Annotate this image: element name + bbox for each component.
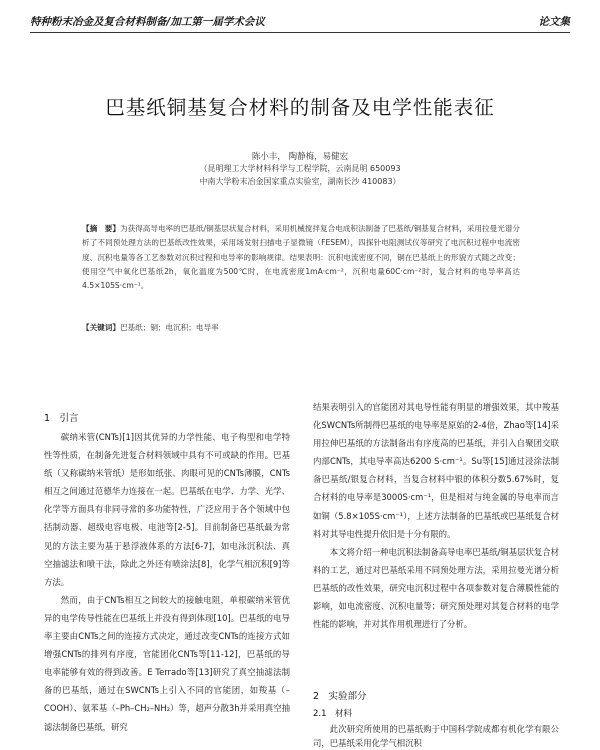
paragraph: 本文将介绍一种电沉积法制备高导电率巴基纸/铜基层状复合材料的工艺，通过对巴基纸采用不同预处理方法，采用拉曼光谱分析巴基纸的改性效果，研究电沉积过程中各项参数对复合薄膜性能的影响，如电流密度、沉积电量等；研究预处理对其复合材料的电学性能的影响，并对其作用机理进行了分析。 <box>313 546 559 630</box>
left-column <box>44 428 290 736</box>
right-column <box>313 398 559 633</box>
keywords-label: 【关键词】 <box>82 323 120 332</box>
paragraph: 碳纳米管(CNTs)[1]因其优异的力学性能、电子构型和电学特性等性质，在制备先进复合材料领域中具有不可或缺的作用。巴基纸（又称碳纳米管纸）是形如纸张、肉眼可见的CNTs薄膜，CNTs相互之间通过范德华力连接在一起。巴基纸在电学、力学、光学、化学等方面具有非同寻常的多功能特性，广泛应用于各个领域中包括制动器、超级电容电极、电池等[2-5]。目前制备巴基纸最为常见的方法主要为基于悬浮液体系的方法[6-7]，如电泳沉积法、真空抽滤法和喷干法，除此之外还有喷涂法[8]，化学气相沉积[9]等方法。 <box>44 432 290 587</box>
affiliation-1: （昆明理工大学材料科学与工程学院，云南昆明 650093 <box>199 164 401 173</box>
keywords-text: 巴基纸；铜；电沉积；电导率 <box>119 323 219 332</box>
running-header <box>30 10 570 33</box>
keywords <box>82 322 520 333</box>
paragraph: 结果表明引入的官能团对其电导性能有明显的增强效果，其中羧基化SWCNTs所制得巴基纸的电导率是原始的2-4倍，Zhao等[14]采用拉伸巴基纸的方法制备出有序度高的巴基纸，并引入自聚团交联内部CNTs，其电导率高达6200 S·cm⁻¹。Su等[15]通过浸涂法制备巴基纸/银复合材料，当复合材料中银的体积分数5.67%时，复合材料的电导率是3000S·cm⁻¹，但是相对与纯金属的导电率而言如铜（5.8×105S·cm⁻¹），上述方法制备的巴基纸或巴基纸复合材料对其导电性提升依旧是十分有限的。 <box>313 402 559 539</box>
section-intro-heading: 1 引言 <box>44 413 79 424</box>
header-section: 论文集 <box>538 16 570 28</box>
paragraph: 然而，由于CNTs相互之间较大的接触电阻，单根碳纳米管优异的电学传导性能在巴基纸上并没有得到体现[10]。巴基纸的电导率主要由CNTs之间的连接方式决定，通过改变CNTs的连接方式如增强CNTs的排列有序度，官能团化CNTs等[11-12]，巴基纸的导电率能够有效的得到改善。E Terrado等[13]研究了真空抽滤法制备的巴基纸，通过在SWCNTs上引入不同的官能团，如羧基（–COOH）、氨苯基（–Ph–CH₂–NH₂）等，超声分散3h并采用真空抽滤法制备巴基纸，研究 <box>44 594 290 732</box>
paper-title: 巴基纸铜基复合材料的制备及电学性能表征 <box>105 96 495 119</box>
section-experiment-heading: 2 实验部分 <box>313 691 367 702</box>
abstract-text: 为获得高导电率的巴基纸/铜基层状复合材料，采用机械搅拌复合电成积法制备了巴基纸/铜基复合材料，采用拉曼光谱分析了不同预处理方法的巴基纸改性效果，采用场发射扫描电子显微镜（FESEM），四探针电阻测试仪等研究了电沉积过程中电流密度、沉积电量等各工艺参数对沉积过程和电导率的影响规律。结果表明：沉积电流密度不同，铜在巴基纸上的形貌方式随之改变；使用空气中氧化巴基纸2h，氧化温度为500℃时，在电流密度1mA·cm⁻²，沉积电量60C·cm⁻²时，复合材料的电导率高达4.5×105S·cm⁻¹。 <box>82 224 520 291</box>
materials-paragraph: 此次研究所使用的巴基纸购于中国科学院成都有机化学有限公司，巴基纸采用化学气相沉积 <box>313 724 559 748</box>
authors: 陈小丰， 陶静梅，易健宏 <box>251 152 349 162</box>
header-conference: 特种粉末冶金及复合材料制备/加工第一届学术会议 <box>30 16 265 28</box>
abstract <box>82 222 520 293</box>
abstract-label: 【摘 要】 <box>82 224 120 233</box>
affiliation-2: 中南大学粉末冶金国家重点实验室，湖南长沙 410083） <box>199 177 401 186</box>
subsection-materials-heading: 2.1 材料 <box>313 709 353 719</box>
